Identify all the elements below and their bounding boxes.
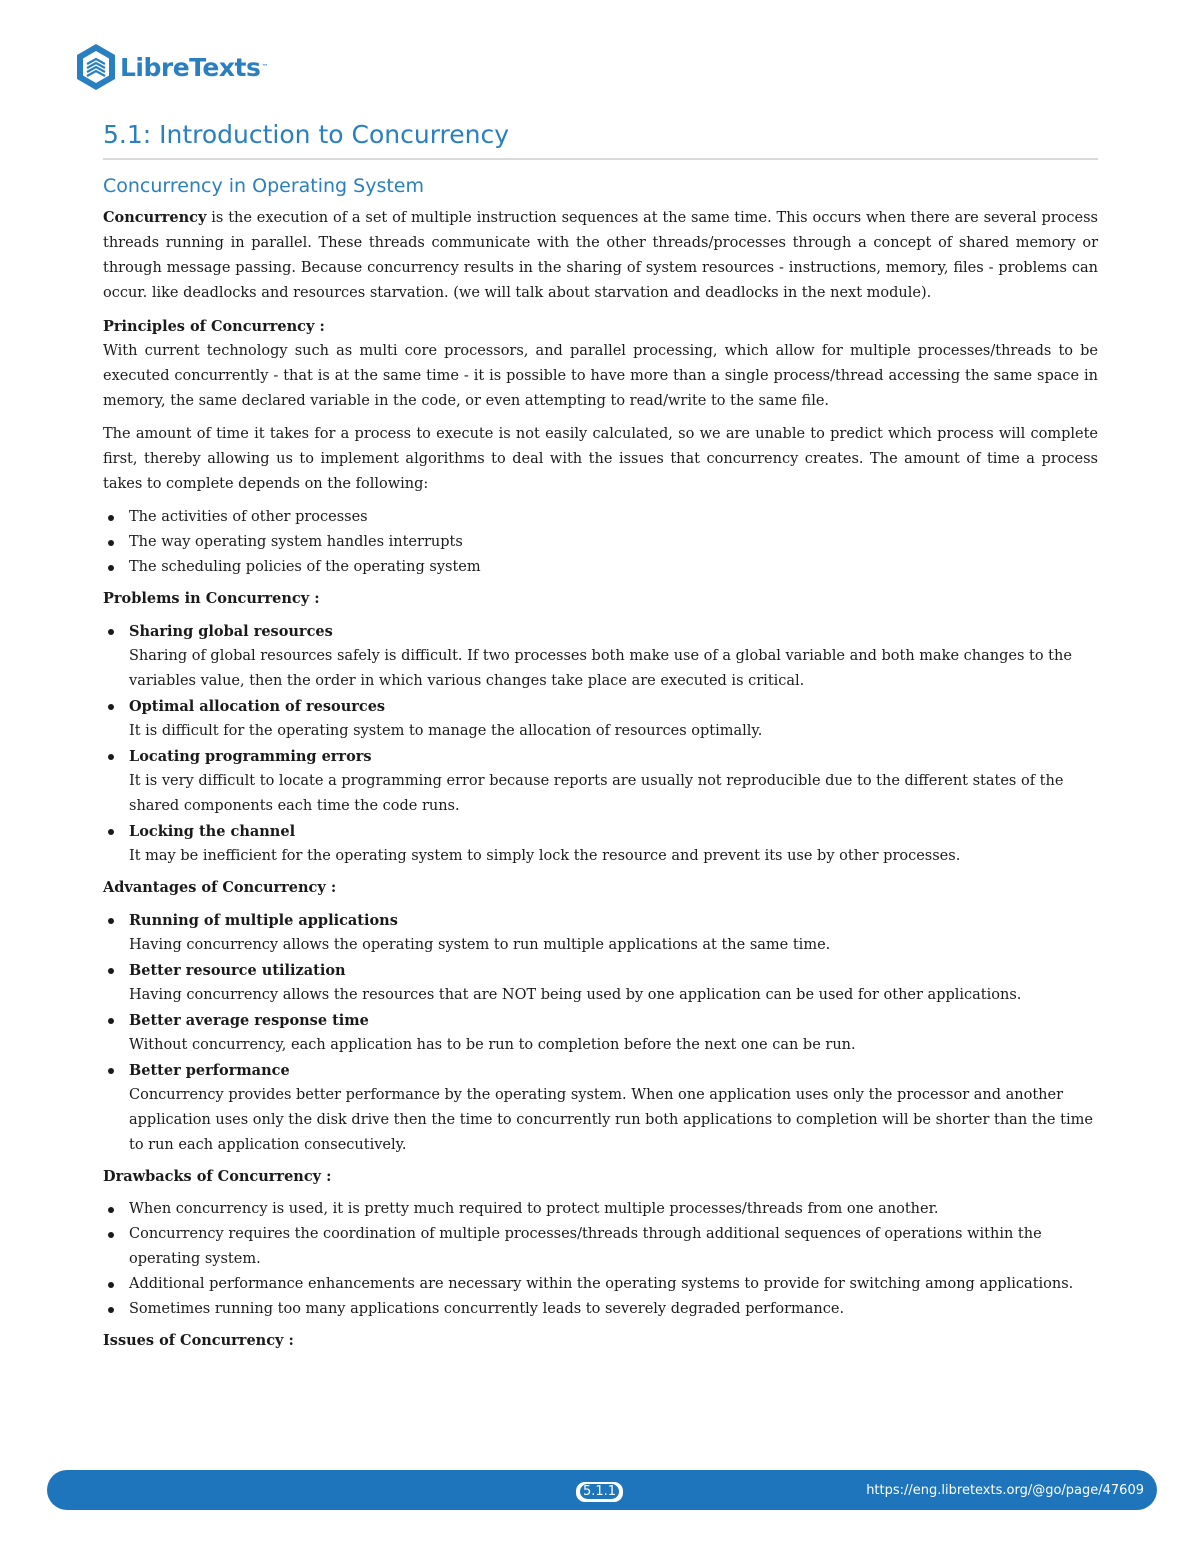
drawbacks-heading: Drawbacks of Concurrency : <box>103 1168 332 1185</box>
list-item-description: It may be inefficient for the operating system to simply lock the resource and prevent its use by other processes. <box>129 848 961 864</box>
intro-text: is the execution of a set of multiple instruction sequences at the same time. This occurs when there are several process threads running in parallel. These threads communicate with the other threads/processes through a concept of shared memory or through message passing. Because concurrency results in the sharing of system resources - instructions, memory, files - problems can occur. like deadlocks and resources starvation. (we will talk about starvation and deadlocks in the next module). <box>103 210 1098 301</box>
section-title: Concurrency in Operating System <box>103 175 424 197</box>
list-item <box>129 958 1098 1008</box>
libretexts-logo[interactable] <box>74 42 268 92</box>
intro-paragraph <box>103 205 1098 306</box>
list-item-description: It is very difficult to locate a programming error because reports are usually not reproducible due to the different states of the shared components each time the code runs. <box>129 773 1064 814</box>
list-item-title: Better average response time <box>129 1012 369 1029</box>
list-item <box>129 1058 1098 1158</box>
principles-list <box>103 505 1098 580</box>
list-item-description: Sharing of global resources safely is difficult. If two processes both make use of a global variable and both make changes to the variables value, then the order in which various changes take place are executed is critical. <box>129 648 1072 689</box>
problems-heading: Problems in Concurrency : <box>103 590 320 607</box>
page-number-label: 5.1.1 <box>580 1484 619 1499</box>
list-item <box>129 908 1098 958</box>
list-item <box>129 819 1098 869</box>
list-item-description: Without concurrency, each application has to be run to completion before the next one can be run. <box>129 1037 856 1053</box>
list-item-description: Concurrency provides better performance by the operating system. When one application uses only the processor and another application uses only the disk drive then the time to concurrently run both applications to completion will be shorter than the time to run each application consecutively. <box>129 1087 1093 1153</box>
list-item-description: Having concurrency allows the resources that are NOT being used by one application can be used for other applications. <box>129 987 1022 1003</box>
list-item: Sometimes running too many applications concurrently leads to severely degraded performance. <box>129 1297 1098 1322</box>
list-item <box>129 1008 1098 1058</box>
page-content <box>103 118 1098 1353</box>
logo-wordmark: LibreTexts <box>120 52 261 82</box>
list-item-title: Optimal allocation of resources <box>129 698 386 715</box>
list-item-title: Better resource utilization <box>129 962 346 979</box>
issues-heading: Issues of Concurrency : <box>103 1332 294 1349</box>
list-item-title: Better performance <box>129 1062 290 1079</box>
list-item <box>129 744 1098 819</box>
list-item <box>129 694 1098 744</box>
list-item-description: It is difficult for the operating system to manage the allocation of resources optimally. <box>129 723 763 739</box>
list-item: Concurrency requires the coordination of multiple processes/threads through additional sequences of operations within the operating system. <box>129 1222 1098 1272</box>
list-item-title: Sharing global resources <box>129 623 333 640</box>
list-item: The scheduling policies of the operating system <box>129 555 1098 580</box>
page-url-link[interactable]: https://eng.libretexts.org/@go/page/47609 <box>866 1483 1144 1498</box>
libretexts-hexagon-icon <box>74 42 118 92</box>
problems-list <box>103 619 1098 869</box>
page-title: 5.1: Introduction to Concurrency <box>103 118 1098 160</box>
principles-paragraph-2: The amount of time it takes for a process to execute is not easily calculated, so we are unable to predict which process will complete first, thereby allowing us to implement algorithms to deal with the issues that concurrency creates. The amount of time a process takes to complete depends on the following: <box>103 426 1098 492</box>
drawbacks-list <box>103 1197 1098 1322</box>
list-item-title: Locking the channel <box>129 823 296 840</box>
principles-heading: Principles of Concurrency : <box>103 318 325 335</box>
list-item: Additional performance enhancements are necessary within the operating systems to provide for switching among applications. <box>129 1272 1098 1297</box>
list-item: The way operating system handles interrupts <box>129 530 1098 555</box>
advantages-list <box>103 908 1098 1158</box>
list-item-title: Locating programming errors <box>129 748 372 765</box>
principles-paragraph-1: With current technology such as multi core processors, and parallel processing, which allow for multiple processes/threads to be executed concurrently - that is at the same time - it is possible to have more than a single process/thread accessing the same space in memory, the same declared variable in the code, or even attempting to read/write to the same file. <box>103 343 1098 409</box>
logo-trademark: ™ <box>261 63 269 71</box>
intro-term: Concurrency <box>103 209 207 226</box>
list-item-title: Running of multiple applications <box>129 912 398 929</box>
list-item: When concurrency is used, it is pretty much required to protect multiple processes/threads from one another. <box>129 1197 1098 1222</box>
advantages-heading: Advantages of Concurrency : <box>103 879 337 896</box>
page-number <box>575 1481 624 1503</box>
list-item <box>129 619 1098 694</box>
list-item-description: Having concurrency allows the operating system to run multiple applications at the same time. <box>129 937 831 953</box>
list-item: The activities of other processes <box>129 505 1098 530</box>
